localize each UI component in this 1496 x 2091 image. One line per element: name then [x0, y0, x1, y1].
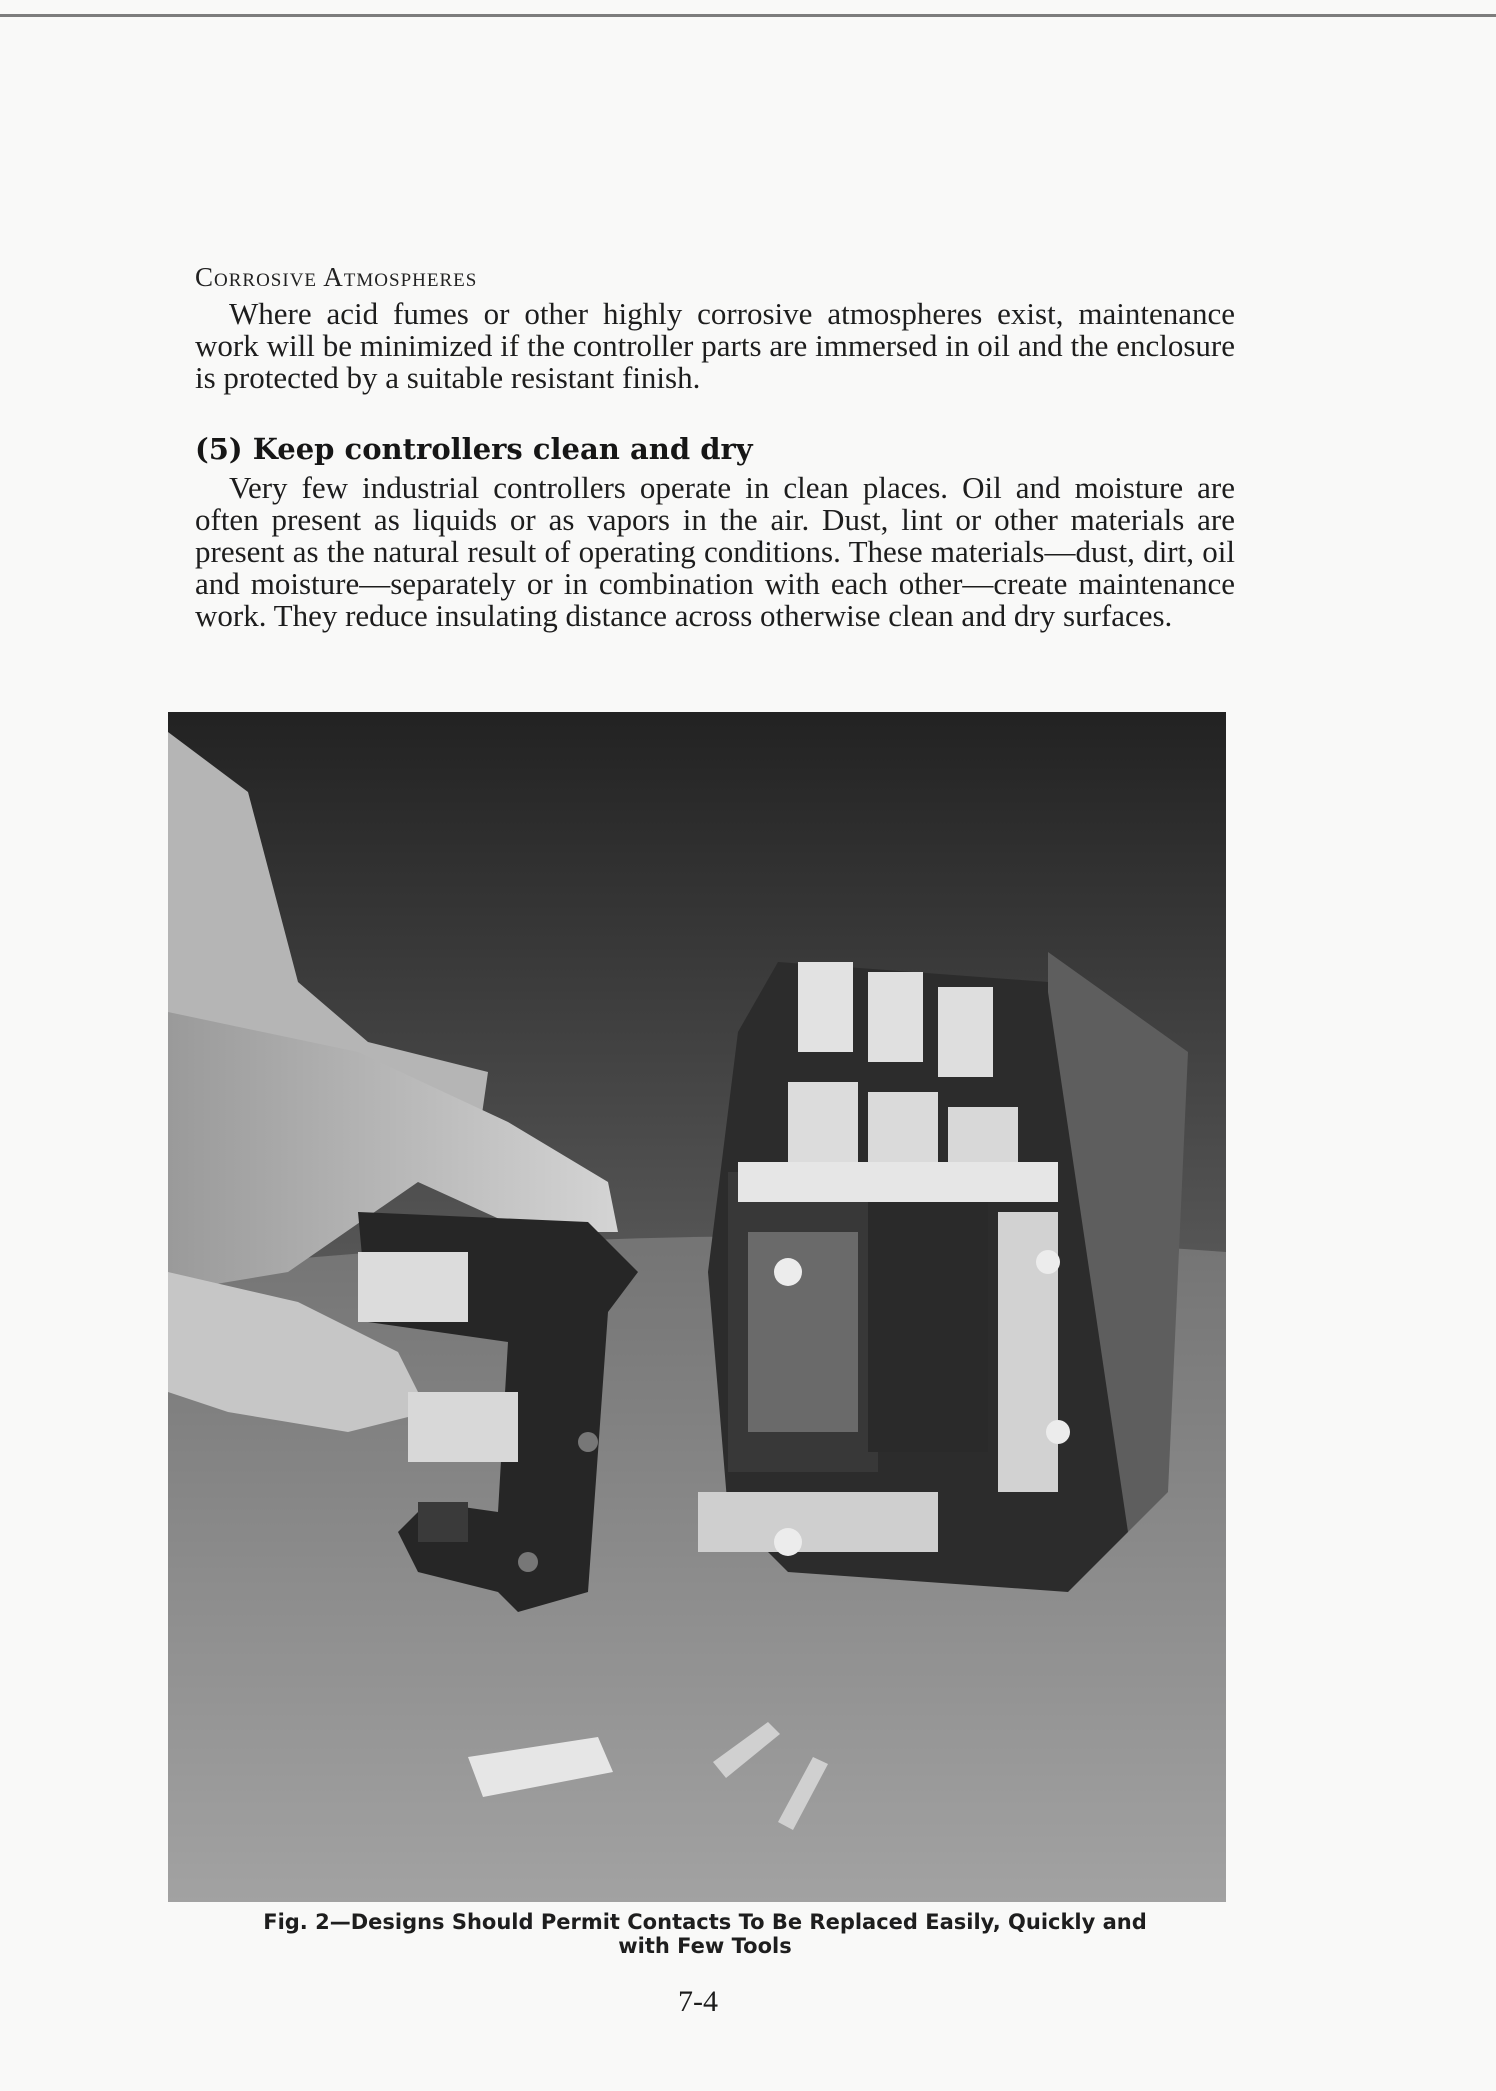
section-paragraph-text: Where acid fumes or other highly corrosive atmospheres exist, maintenance work will be minimized if the controller parts are immersed in oil and the enclosure is protected by a suitable resistant finish.: [195, 296, 1235, 395]
top-border-rule: [0, 14, 1496, 17]
section-heading: Corrosive Atmospheres: [195, 262, 478, 292]
caption-line-1: Fig. 2—Designs Should Permit Contacts To Be Replaced Easily, Quickly and: [263, 1910, 1147, 1934]
controller-photo-illustration: [168, 712, 1226, 1902]
contactor-assembly: [698, 952, 1188, 1592]
subsection-paragraph-text: Very few industrial controllers operate in clean places. Oil and moisture are often present as liquids or as vapors in the air. Dust, lint or other materials are present as the natural result of operating conditions. These materials—dust, dirt, oil and moisture—separately or in combination with each other—create maintenance work. They reduce insulating distance across otherwise clean and dry surfaces.: [195, 470, 1235, 633]
caption-line-2: with Few Tools: [618, 1934, 792, 1958]
section-paragraph: [195, 298, 1235, 394]
subsection-heading: (5) Keep controllers clean and dry: [195, 432, 753, 466]
figure-photo: [168, 712, 1226, 1902]
subsection-paragraph: [195, 472, 1235, 632]
figure-caption: [150, 1910, 1260, 1958]
page-number: 7-4: [678, 1985, 718, 2018]
